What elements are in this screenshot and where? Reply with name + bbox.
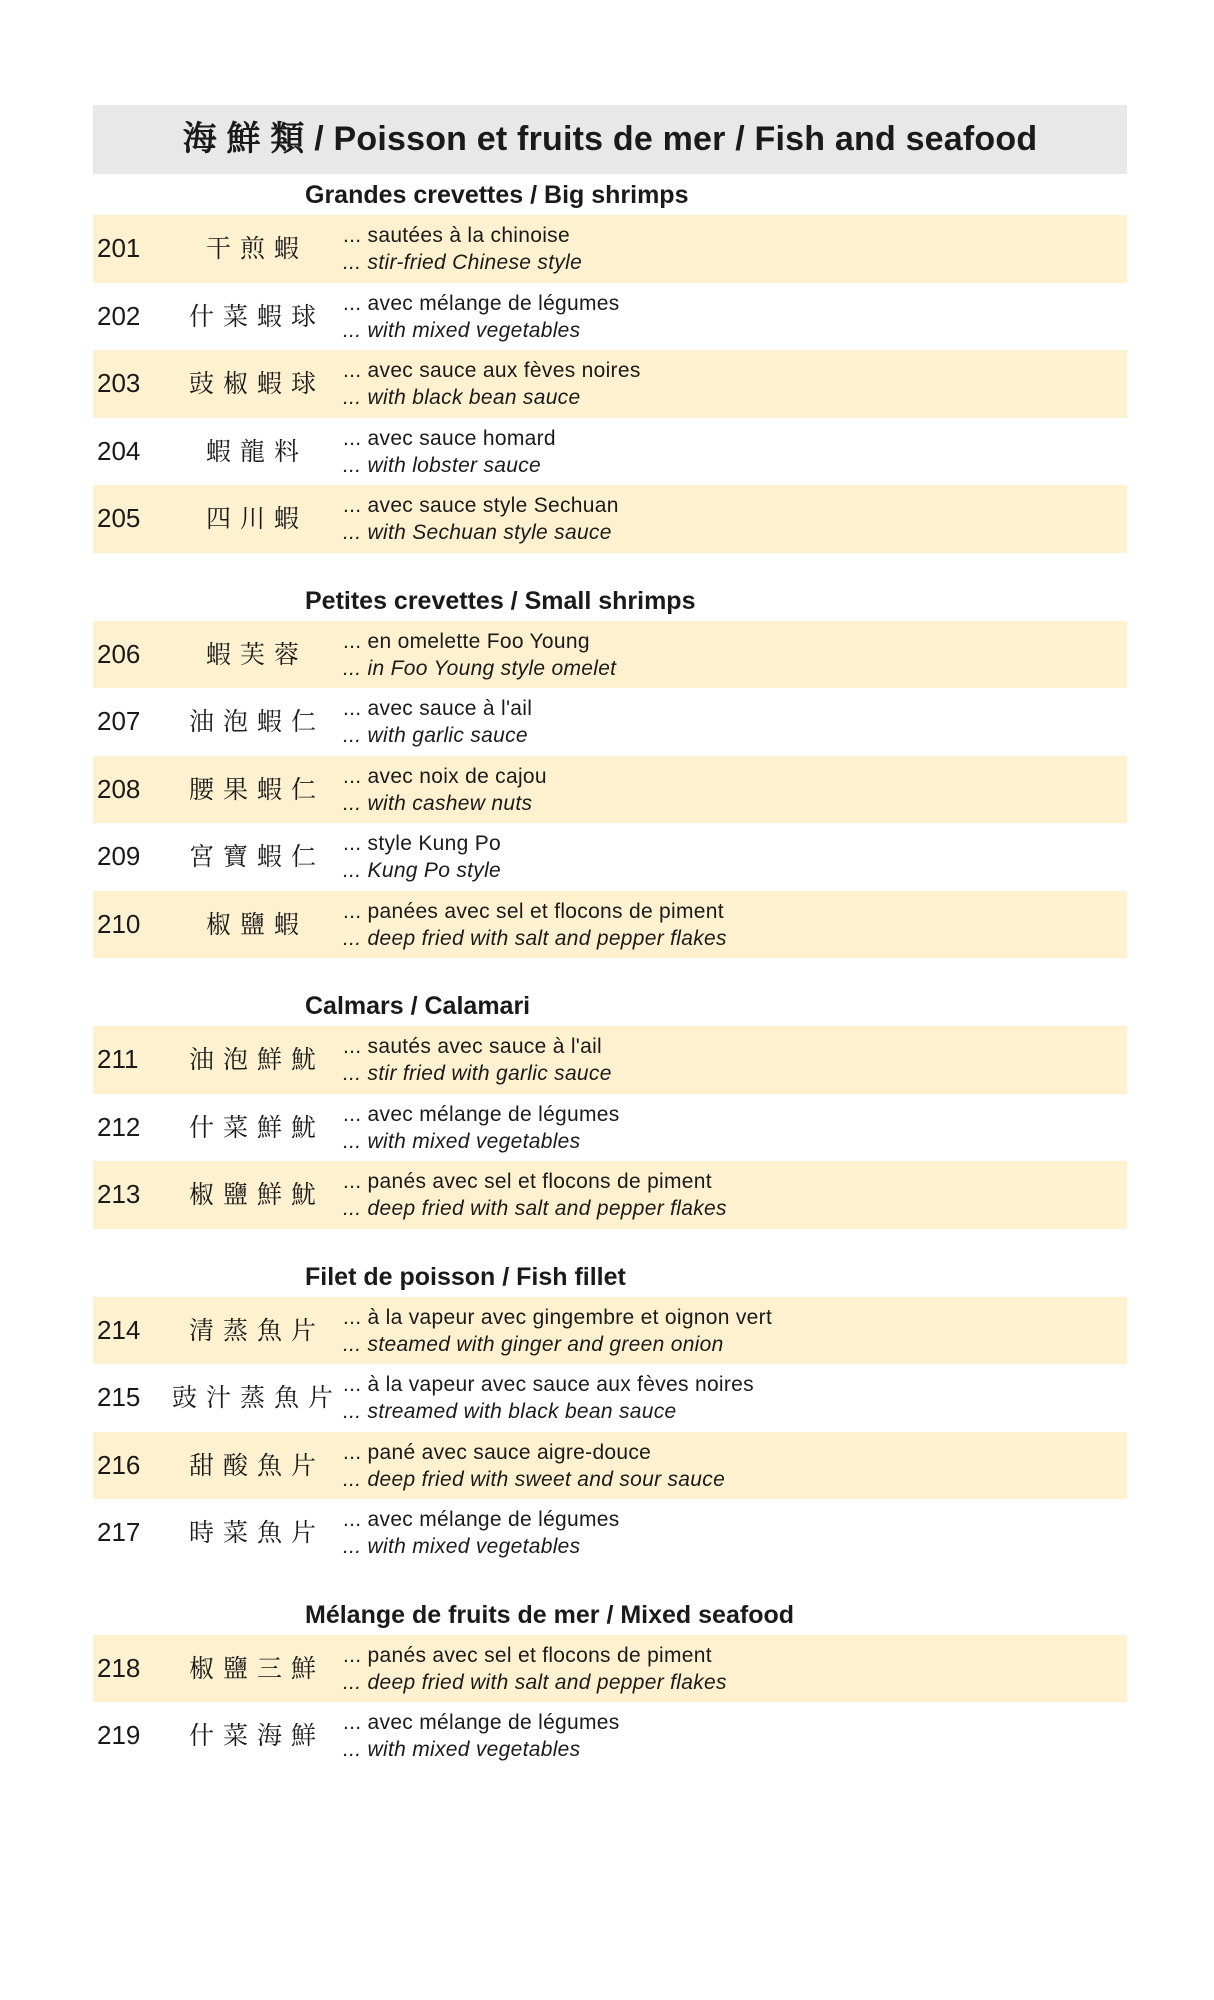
item-number: 207 [97,706,141,736]
section-title: Petites crevettes / Small shrimps [305,586,696,615]
section-title: Mélange de fruits de mer / Mixed seafood [305,1600,795,1629]
item-number: 211 [97,1044,139,1074]
menu-item [93,621,1127,689]
item-description-english: ... deep fried with salt and pepper flakes [343,1197,727,1220]
section-spacer [93,1229,1127,1256]
item-chinese-name: 四川蝦 [205,504,308,533]
item-description-french: ... avec mélange de légumes [343,291,620,315]
item-description [343,1642,727,1696]
section-title: Grandes crevettes / Big shrimps [305,181,689,209]
item-number: 206 [97,638,141,669]
item-number: 217 [97,1517,141,1547]
item-number: 209 [97,841,141,871]
item-chinese-name: 豉椒蝦球 [188,369,325,398]
item-number: 205 [97,503,141,533]
item-description [343,1371,754,1425]
item-description [343,830,501,884]
item-number: 210 [97,908,141,939]
item-description-english: ... in Foo Young style omelet [343,656,617,680]
item-description [343,492,619,546]
item-description-english: ... with mixed vegetables [343,318,581,342]
menu-item [93,1094,1127,1162]
item-number: 219 [97,1720,141,1750]
item-description-english: ... with black bean sauce [343,386,581,409]
menu [93,105,1127,1770]
item-chinese-name: 干煎蝦 [205,234,308,263]
item-description-english: ... with mixed vegetables [343,1738,581,1761]
section-title: Calmars / Calamari [305,992,531,1020]
section-spacer [93,958,1127,985]
item-description-french: ... à la vapeur avec sauce aux fèves noires [343,1373,754,1396]
menu-item [93,756,1127,824]
menu-section [93,580,1127,986]
menu-item [93,1635,1127,1703]
item-description-english: ... Kung Po style [343,859,502,882]
item-chinese-name: 油泡蝦仁 [188,707,325,736]
menu-section [93,985,1127,1256]
item-chinese-name: 椒鹽蝦 [205,909,308,939]
item-description-english: ... with cashew nuts [343,791,533,815]
menu-item [93,1702,1127,1770]
item-chinese-name: 椒鹽鮮魷 [188,1180,325,1209]
menu-item [93,1432,1127,1500]
item-description-french: ... en omelette Foo Young [343,629,590,653]
item-chinese-name: 什菜蝦球 [188,301,325,331]
menu-item [93,1297,1127,1365]
item-chinese-name: 什菜海鮮 [188,1721,325,1750]
menu-item [93,891,1127,959]
item-description-french: ... sautées à la chinoise [343,224,570,247]
item-number: 202 [97,300,141,331]
item-description-french: ... style Kung Po [343,832,502,855]
item-chinese-name: 蝦芙蓉 [205,639,308,669]
item-number: 216 [97,1449,141,1480]
item-description [343,1709,620,1763]
item-number: 218 [97,1652,141,1683]
item-description [343,1304,772,1358]
item-chinese-name: 腰果蝦仁 [188,774,325,804]
item-number: 215 [97,1382,141,1412]
item-chinese-name: 蝦龍料 [205,436,308,466]
section-spacer [93,553,1127,580]
item-description [343,222,582,276]
item-description-french: ... avec mélange de légumes [343,1102,620,1126]
item-description [343,1033,612,1087]
item-description-english: ... with lobster sauce [343,453,542,477]
item-description-french: ... panés avec sel et flocons de piment [343,1643,712,1667]
item-description [343,357,641,411]
menu-item [93,350,1127,418]
menu-sections [93,174,1127,1770]
item-description [343,628,616,682]
item-chinese-name: 時菜魚片 [188,1518,325,1547]
item-description-english: ... with mixed vegetables [343,1129,581,1153]
item-description [343,1101,620,1155]
item-description-french: ... avec sauce aux fèves noires [343,359,641,382]
item-number: 213 [97,1179,141,1209]
item-description-english: ... deep fried with sweet and sour sauce [343,1467,726,1491]
menu-item [93,485,1127,553]
item-number: 204 [97,435,141,466]
item-number: 214 [97,1314,141,1345]
item-description-english: ... with garlic sauce [343,724,528,747]
menu-item [93,1499,1127,1567]
item-description [343,763,547,817]
menu-item [93,1161,1127,1229]
item-description-french: ... avec sauce style Sechuan [343,494,619,517]
item-description [343,1506,620,1560]
item-number: 208 [97,773,141,804]
item-description-french: ... panées avec sel et flocons de piment [343,899,724,923]
menu-item [93,215,1127,283]
menu-section [93,174,1127,580]
menu-item [93,688,1127,756]
item-number: 201 [97,233,141,263]
item-number: 212 [97,1111,141,1142]
menu-item [93,283,1127,351]
item-chinese-name: 清蒸魚片 [188,1315,325,1345]
item-description [343,1439,725,1493]
item-description-english: ... stir-fried Chinese style [343,251,583,274]
item-description-english: ... steamed with ginger and green onion [343,1332,724,1356]
item-chinese-name: 豉汁蒸魚片 [171,1383,342,1412]
item-description-french: ... pané avec sauce aigre-douce [343,1440,652,1464]
item-description-french: ... avec noix de cajou [343,764,547,788]
item-description-french: ... panés avec sel et flocons de piment [343,1170,712,1193]
menu-section [93,1594,1127,1770]
item-description-french: ... avec sauce à l'ail [343,697,533,720]
item-chinese-name: 甜酸魚片 [188,1450,325,1480]
page-title: 海 鮮 類 / Poisson et fruits de mer / Fish and seafood [93,105,1127,174]
item-description [343,290,620,344]
section-spacer [93,1567,1127,1594]
menu-item [93,823,1127,891]
item-description [343,695,532,749]
item-description-french: ... à la vapeur avec gingembre et oignon vert [343,1305,773,1329]
item-description [343,898,727,952]
item-description-english: ... stir fried with garlic sauce [343,1062,612,1085]
item-description-french: ... avec mélange de légumes [343,1711,620,1734]
item-description-english: ... with Sechuan style sauce [343,521,612,544]
menu-item [93,418,1127,486]
menu-item [93,1364,1127,1432]
item-description-french: ... sautés avec sauce à l'ail [343,1035,603,1058]
menu-section [93,1256,1127,1594]
item-description-english: ... deep fried with salt and pepper flakes [343,926,727,950]
item-chinese-name: 油泡鮮魷 [188,1045,325,1074]
item-chinese-name: 宮寶蝦仁 [188,842,325,871]
item-description-french: ... avec sauce homard [343,426,556,450]
item-chinese-name: 什菜鮮魷 [188,1112,325,1142]
menu-item [93,1026,1127,1094]
item-description-french: ... avec mélange de légumes [343,1508,620,1531]
item-description [343,1168,727,1222]
item-description-english: ... with mixed vegetables [343,1535,581,1558]
item-number: 203 [97,368,141,398]
section-title: Filet de poisson / Fish fillet [305,1262,626,1291]
item-description-english: ... streamed with black bean sauce [343,1400,677,1423]
item-description-english: ... deep fried with salt and pepper flakes [343,1670,727,1694]
item-chinese-name: 椒鹽三鮮 [188,1653,325,1683]
item-description [343,425,556,479]
